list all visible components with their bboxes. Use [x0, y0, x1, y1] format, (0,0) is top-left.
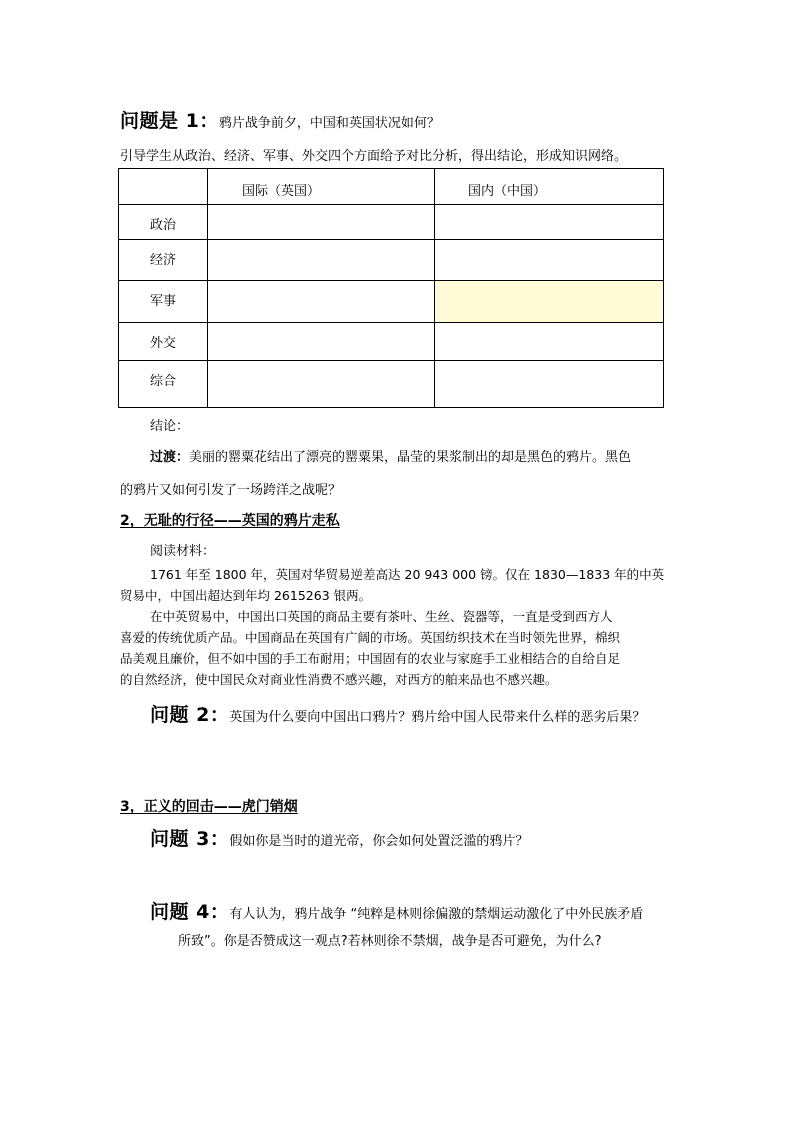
table-header-row	[119, 169, 664, 205]
question-3-text: 假如你是当时的道光帝，你会如何处置泛滥的鸦片？	[229, 834, 529, 849]
transition-label: 过渡：	[150, 450, 190, 465]
question-1-label: 问题是 1：	[120, 110, 219, 132]
section-3-heading: 3，正义的回击——虎门销烟	[120, 799, 298, 815]
table-cell	[208, 240, 435, 281]
transition-line-1	[150, 446, 631, 465]
table-cell	[208, 205, 435, 240]
table-header-china: 国内（中国）	[435, 169, 664, 205]
reading-para-2-line-2: 喜爱的传统优质产品。中国商品在英国有广阔的市场。英国纺织技术在当时领先世界，棉织	[120, 630, 621, 645]
table-cell	[435, 361, 664, 408]
transition-text: 美丽的罂粟花结出了漂亮的罂粟果，晶莹的果浆制出的却是黑色的鸦片。黑色	[189, 450, 632, 465]
table-row	[119, 281, 664, 323]
table-row	[119, 205, 664, 240]
table-cell	[208, 361, 435, 408]
question-4-label: 问题 4：	[150, 901, 230, 923]
table-header-britain: 国际（英国）	[208, 169, 435, 205]
reading-para-1-line-1: 1761 年至 1800 年，英国对华贸易逆差高达 20 943 000 镑。仅在 1830—1833 年的中英	[150, 567, 665, 582]
question-1-text: 鸦片战争前夕，中国和英国状况如何？	[218, 116, 440, 131]
guide-text: 引导学生从政治、经济、军事、外交四个方面给予对比分析，得出结论，形成知识网络。	[120, 149, 628, 164]
question-3-label: 问题 3：	[150, 828, 230, 850]
reading-para-1-line-2: 贸易中，中国出超达到年均 2615263 银两。	[120, 588, 372, 603]
question-1	[120, 106, 440, 133]
table-cell	[435, 205, 664, 240]
reading-para-2-line-3: 品美观且廉价，但不如中国的手工布耐用；中国固有的农业与家庭手工业相结合的自给自足	[120, 651, 621, 666]
row-label-diplomacy: 外交	[119, 323, 208, 361]
table-cell	[435, 240, 664, 281]
row-label-politics: 政治	[119, 205, 208, 240]
table-row	[119, 240, 664, 281]
comparison-table	[118, 168, 664, 408]
table-row	[119, 361, 664, 408]
table-cell-highlighted	[435, 281, 664, 323]
reading-para-2-line-1: 在中英贸易中，中国出口英国的商品主要有茶叶、生丝、瓷器等，一直是受到西方人	[150, 609, 613, 624]
row-label-overall: 综合	[119, 361, 208, 408]
section-2-heading: 2，无耻的行径——英国的鸦片走私	[120, 513, 340, 529]
reading-material-label: 阅读材料：	[150, 544, 216, 559]
conclusion-label: 结论：	[150, 419, 190, 434]
question-4-text-1: 有人认为，鸦片战争 “纯粹是林则徐偏激的禁烟运动激化了中外民族矛盾	[229, 907, 644, 922]
transition-line-2: 的鸦片又如何引发了一场跨洋之战呢？	[120, 483, 342, 498]
question-4-line-1	[150, 897, 643, 924]
question-3	[150, 824, 528, 851]
question-2-label: 问题 2：	[150, 704, 230, 726]
question-2	[150, 700, 645, 727]
table-cell	[208, 281, 435, 323]
question-4-text-2: 所致”。你是否赞成这一观点?若林则徐不禁烟，战争是否可避免，为什么?	[178, 934, 602, 949]
table-cell	[208, 323, 435, 361]
row-label-economy: 经济	[119, 240, 208, 281]
table-row	[119, 323, 664, 361]
question-2-text: 英国为什么要向中国出口鸦片？鸦片给中国人民带来什么样的恶劣后果？	[229, 710, 646, 725]
table-cell	[435, 323, 664, 361]
reading-para-2-line-4: 的自然经济，使中国民众对商业性消费不感兴趣，对西方的舶来品也不感兴趣。	[120, 672, 558, 687]
table-header-corner	[119, 169, 208, 205]
row-label-military: 军事	[119, 281, 208, 323]
